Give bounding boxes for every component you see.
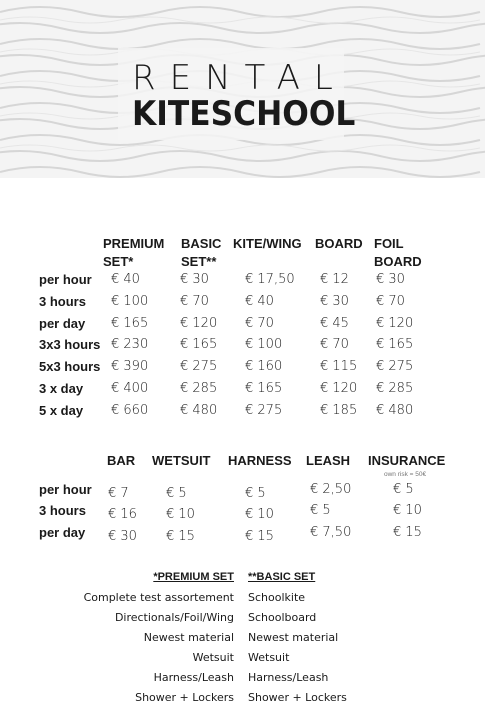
premium-set-item: Harness/Leash — [153, 671, 234, 684]
table-2-cell: € 15 — [166, 529, 195, 544]
table-1-cell: € 70 — [180, 294, 209, 309]
table-1-row-label: per hour — [39, 272, 92, 287]
title-rental: RENTAL — [132, 58, 347, 98]
table-1-cell: € 12 — [320, 272, 349, 287]
table-1-cell: € 185 — [320, 403, 358, 418]
table-1-row-label: 3 x day — [39, 381, 84, 396]
table-2-cell: € 10 — [166, 507, 195, 522]
table-2-cell: € 2,50 — [310, 482, 352, 497]
table-1-cell: € 480 — [376, 403, 414, 418]
table-1-cell: € 285 — [376, 381, 414, 396]
table-1-cell: € 70 — [320, 337, 349, 352]
table-1-cell: € 40 — [111, 272, 140, 287]
basic-set-header: **BASIC SET — [248, 571, 316, 583]
table-2-cell: € 7,50 — [310, 525, 352, 540]
table-1-cell: € 390 — [111, 359, 149, 374]
table-1-cell: € 120 — [180, 316, 218, 331]
table-1-cell: € 165 — [245, 381, 283, 396]
table-2-cell: € 5 — [310, 503, 331, 518]
header-basic-set: BASIC SET** — [181, 236, 222, 269]
table-2-cell: € 30 — [108, 529, 137, 544]
table-1-cell: € 30 — [320, 294, 349, 309]
table-1-row-label: per day — [39, 316, 86, 331]
table-1-cell: € 275 — [180, 359, 218, 374]
table-1-cell: € 480 — [180, 403, 218, 418]
table-2-cell: € 5 — [166, 486, 187, 501]
table-1-cell: € 285 — [180, 381, 218, 396]
premium-set-item: Complete test assortement — [83, 591, 234, 604]
table-1-cell: € 70 — [245, 316, 274, 331]
basic-set-item: Newest material — [248, 631, 339, 644]
table-2-cell: € 10 — [393, 503, 422, 518]
header-bar: BAR — [107, 453, 136, 468]
table-2-cell: € 15 — [393, 525, 422, 540]
basic-set-item: Harness/Leash — [248, 671, 329, 684]
table-2-cell: € 5 — [393, 482, 414, 497]
header-premium-set: PREMIUM SET* — [103, 236, 165, 269]
table-1-row-label: 5x3 hours — [39, 359, 101, 374]
table-2-cell: € 10 — [245, 507, 274, 522]
title-kiteschool: KITESCHOOL — [132, 94, 356, 134]
table-1-cell: € 120 — [320, 381, 358, 396]
table-1-cell: € 115 — [320, 359, 358, 374]
table-1-cell: € 230 — [111, 337, 149, 352]
premium-set-item: Newest material — [143, 631, 234, 644]
table-1-cell: € 160 — [245, 359, 283, 374]
table-2-row-label: per hour — [39, 482, 92, 497]
table-2-cell: € 7 — [108, 486, 129, 501]
premium-set-header: *PREMIUM SET — [153, 571, 234, 583]
table-1-cell: € 100 — [245, 337, 283, 352]
table-1-cell: € 400 — [111, 381, 149, 396]
table-1-cell: € 40 — [245, 294, 274, 309]
header-banner — [0, 0, 485, 178]
header-leash: LEASH — [306, 453, 351, 468]
header-board: BOARD — [315, 236, 363, 251]
premium-set-item: Wetsuit — [192, 651, 234, 664]
table-1-cell: € 30 — [376, 272, 405, 287]
table-1-cell: € 17,50 — [245, 272, 295, 287]
table-1-cell: € 165 — [180, 337, 218, 352]
table-1-cell: € 660 — [111, 403, 149, 418]
table-1-cell: € 165 — [111, 316, 149, 331]
table-1-cell: € 275 — [245, 403, 283, 418]
table-2-row-label: 3 hours — [39, 503, 86, 518]
basic-set-item: Wetsuit — [248, 651, 290, 664]
premium-set-item: Directionals/Foil/Wing — [114, 611, 234, 624]
table-2-row-label: per day — [39, 525, 86, 540]
basic-set-item: Schoolkite — [248, 591, 306, 604]
table-1-cell: € 45 — [320, 316, 349, 331]
table-1-row-label: 3x3 hours — [39, 337, 101, 352]
table-2-cell: € 15 — [245, 529, 274, 544]
header-wetsuit: WETSUIT — [152, 453, 211, 468]
table-2-cell: € 5 — [245, 486, 266, 501]
table-1-row-label: 3 hours — [39, 294, 86, 309]
basic-set-item: Shower + Lockers — [248, 691, 347, 704]
basic-set-item: Schoolboard — [248, 611, 317, 624]
header-kite-wing: KITE/WING — [233, 236, 302, 251]
table-1-cell: € 165 — [376, 337, 414, 352]
table-1-cell: € 120 — [376, 316, 414, 331]
table-2-cell: € 16 — [108, 507, 137, 522]
table-1-row-label: 5 x day — [39, 403, 84, 418]
premium-set-item: Shower + Lockers — [135, 691, 234, 704]
header-insurance: INSURANCE — [368, 453, 446, 468]
table-1-cell: € 100 — [111, 294, 149, 309]
insurance-note: own risk = 50€ — [384, 471, 427, 478]
table-1-cell: € 30 — [180, 272, 209, 287]
table-1-cell: € 70 — [376, 294, 405, 309]
header-harness: HARNESS — [228, 453, 292, 468]
header-foil-board: FOIL BOARD — [374, 236, 422, 269]
table-1-cell: € 275 — [376, 359, 414, 374]
